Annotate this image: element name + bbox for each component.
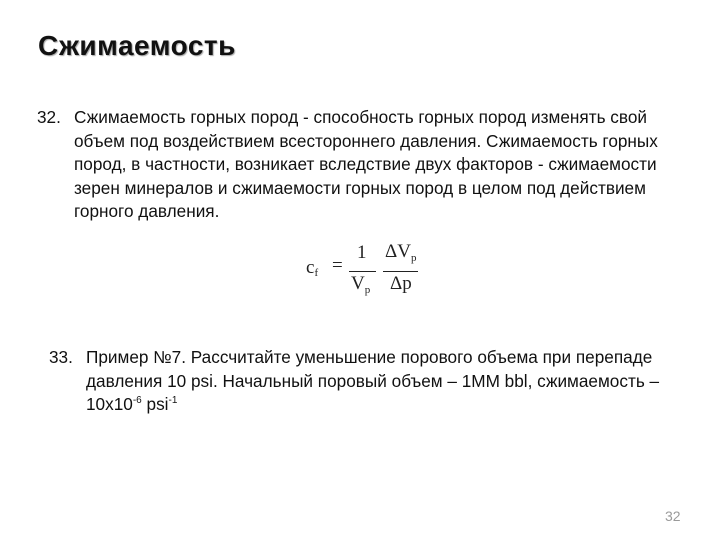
- compressibility-formula: [306, 240, 426, 302]
- fraction1-denominator: $V_p$: [351, 273, 371, 296]
- text-line: Сжимаемость горных пород - способность горных пород изменять свой: [74, 107, 648, 127]
- item-number: 32.: [37, 107, 61, 127]
- text-line: горного давления.: [74, 201, 220, 221]
- text-line: зерен минералов и сжимаемости горных пород в целом под действием: [74, 177, 646, 198]
- item-text: [86, 346, 709, 417]
- formula-lhs: $c_f$: [306, 257, 319, 279]
- text-line: $10x10^{-6}$ psi$^{-1}$: [86, 394, 178, 414]
- list-item-32: [37, 106, 697, 224]
- item-number: 33.: [49, 347, 73, 367]
- text-line: Пример №7. Рассчитайте уменьшение порового объема при перепаде: [86, 347, 653, 367]
- text-line: пород, в частности, возникает вследствие двух факторов - сжимаемости: [74, 154, 657, 174]
- fraction2-denominator: Δp: [390, 273, 412, 294]
- text-line: объем под воздействием всестороннего давления. Сжимаемость горных: [74, 130, 658, 151]
- slide-title: Сжимаемость: [38, 30, 236, 61]
- item-text: [74, 106, 697, 224]
- fraction1-numerator: 1: [357, 242, 367, 263]
- formula-equals: =: [332, 255, 343, 276]
- fraction2-numerator: $\Delta V_p$: [385, 241, 417, 264]
- list-item-33: [49, 346, 709, 417]
- text-line: давления 10 psi. Начальный поровый объем – 1MM bbl, сжимаемость –: [86, 370, 660, 391]
- page-number: 32: [665, 508, 681, 524]
